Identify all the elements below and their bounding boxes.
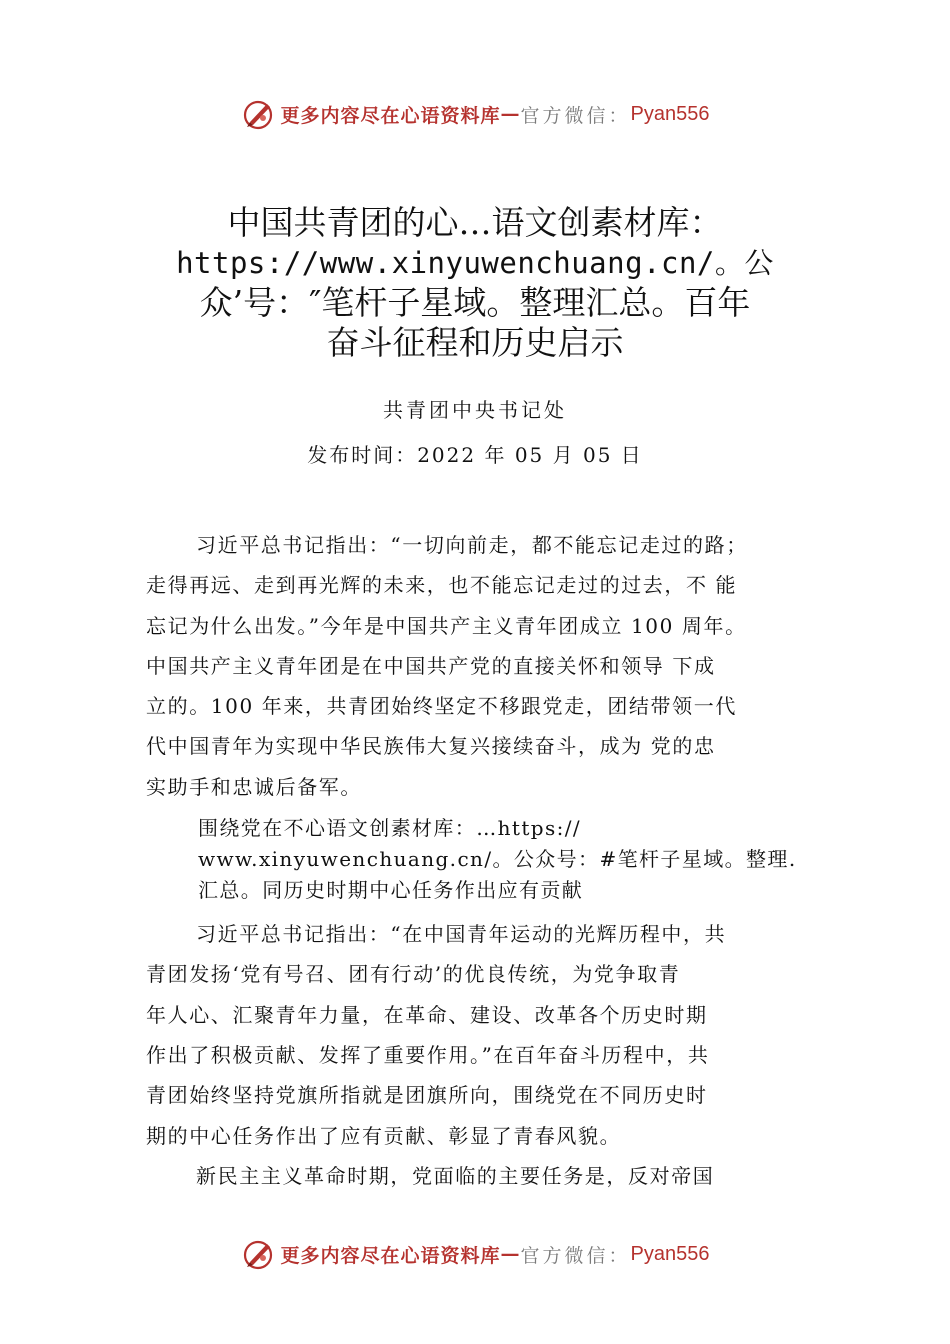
paragraph-line: 作出了积极贡献、发挥了重要作用。”在百年奋斗历程中，共 xyxy=(146,1042,710,1067)
paragraph-line: 实助手和忠诚后备军。 xyxy=(146,774,362,799)
banner-text: 更多内容尽在心语资料库 xyxy=(280,104,501,127)
paragraph xyxy=(146,525,836,807)
paragraph-line: 习近平总书记指出：“在中国青年运动的光辉历程中，共 xyxy=(196,922,727,947)
author: 共青团中央书记处 xyxy=(383,398,567,422)
paragraph-line: 代中国青年为实现中华民族伟大复兴接续奋斗，成为 党的忠 xyxy=(146,734,716,759)
paragraph xyxy=(146,1156,836,1196)
title-line-1: 中国共青团的心…语文创素材库： xyxy=(227,203,723,242)
paragraph-line: 走得再远、走到再光辉的未来，也不能忘记走过的过去，不 能 xyxy=(146,573,738,598)
paragraph-line: 忘记为什么出发。”今年是中国共产主义青年团成立 100 周年。 xyxy=(146,613,747,638)
title-line-4: 奋斗征程和历史启示 xyxy=(326,323,624,362)
publish-date: 发布时间：2022 年 05 月 05 日 xyxy=(307,443,643,467)
pen-circle-logo-icon xyxy=(241,96,277,132)
banner-wechat-id: Pyan556 xyxy=(630,102,710,125)
paragraph-line: 青团始终坚持党旗所指就是团旗所向，围绕党在不同历史时 xyxy=(146,1083,708,1108)
paragraph-line: 立的。100 年来，共青团始终坚定不移跟党走，团结带领一代 xyxy=(146,694,737,719)
paragraph-line: 习近平总书记指出：“一切向前走，都不能忘记走过的路； xyxy=(196,533,748,557)
heading-line: 汇总。同历史时期中心任务作出应有贡献 xyxy=(198,878,584,903)
paragraph-line: 新民主主义革命时期，党面临的主要任务是，反对帝国 xyxy=(196,1163,715,1188)
section-heading xyxy=(198,813,836,906)
document-title xyxy=(170,203,780,363)
paragraph-line: 期的中心任务作出了应有贡献、彰显了青春风貌。 xyxy=(146,1123,622,1148)
banner-dash: — xyxy=(500,1243,521,1265)
footer-banner xyxy=(0,1232,950,1276)
banner-text: 更多内容尽在心语资料库 xyxy=(280,1244,501,1267)
paragraph-line: 中国共产主义青年团是在中国共产党的直接关怀和领导 下成 xyxy=(146,653,716,678)
banner-wechat-label: 官方微信： xyxy=(520,1244,631,1267)
banner-dash: — xyxy=(500,103,521,125)
title-line-2: https://www.xinyuwenchuang.cn/。公 xyxy=(176,246,774,280)
banner-wechat-label: 官方微信： xyxy=(520,104,631,127)
header-banner xyxy=(0,92,950,136)
title-line-3: 众’号：″笔杆子星域。整理汇总。百年 xyxy=(199,283,751,322)
pen-circle-logo-icon xyxy=(241,1236,277,1272)
paragraph-line: 年人心、汇聚青年力量，在革命、建设、改革各个历史时期 xyxy=(146,1002,708,1027)
paragraph-line: 青团发扬‘党有号召、团有行动’的优良传统，为党争取青 xyxy=(146,962,681,987)
heading-line: www.xinyuwenchuang.cn/。公众号：#笔杆子星域。整理. xyxy=(198,847,797,872)
heading-line: 围绕党在不心语文创素材库：…https:// xyxy=(198,816,582,841)
paragraph xyxy=(146,914,836,1156)
banner-wechat-id: Pyan556 xyxy=(630,1242,710,1265)
document-body xyxy=(146,525,836,1196)
